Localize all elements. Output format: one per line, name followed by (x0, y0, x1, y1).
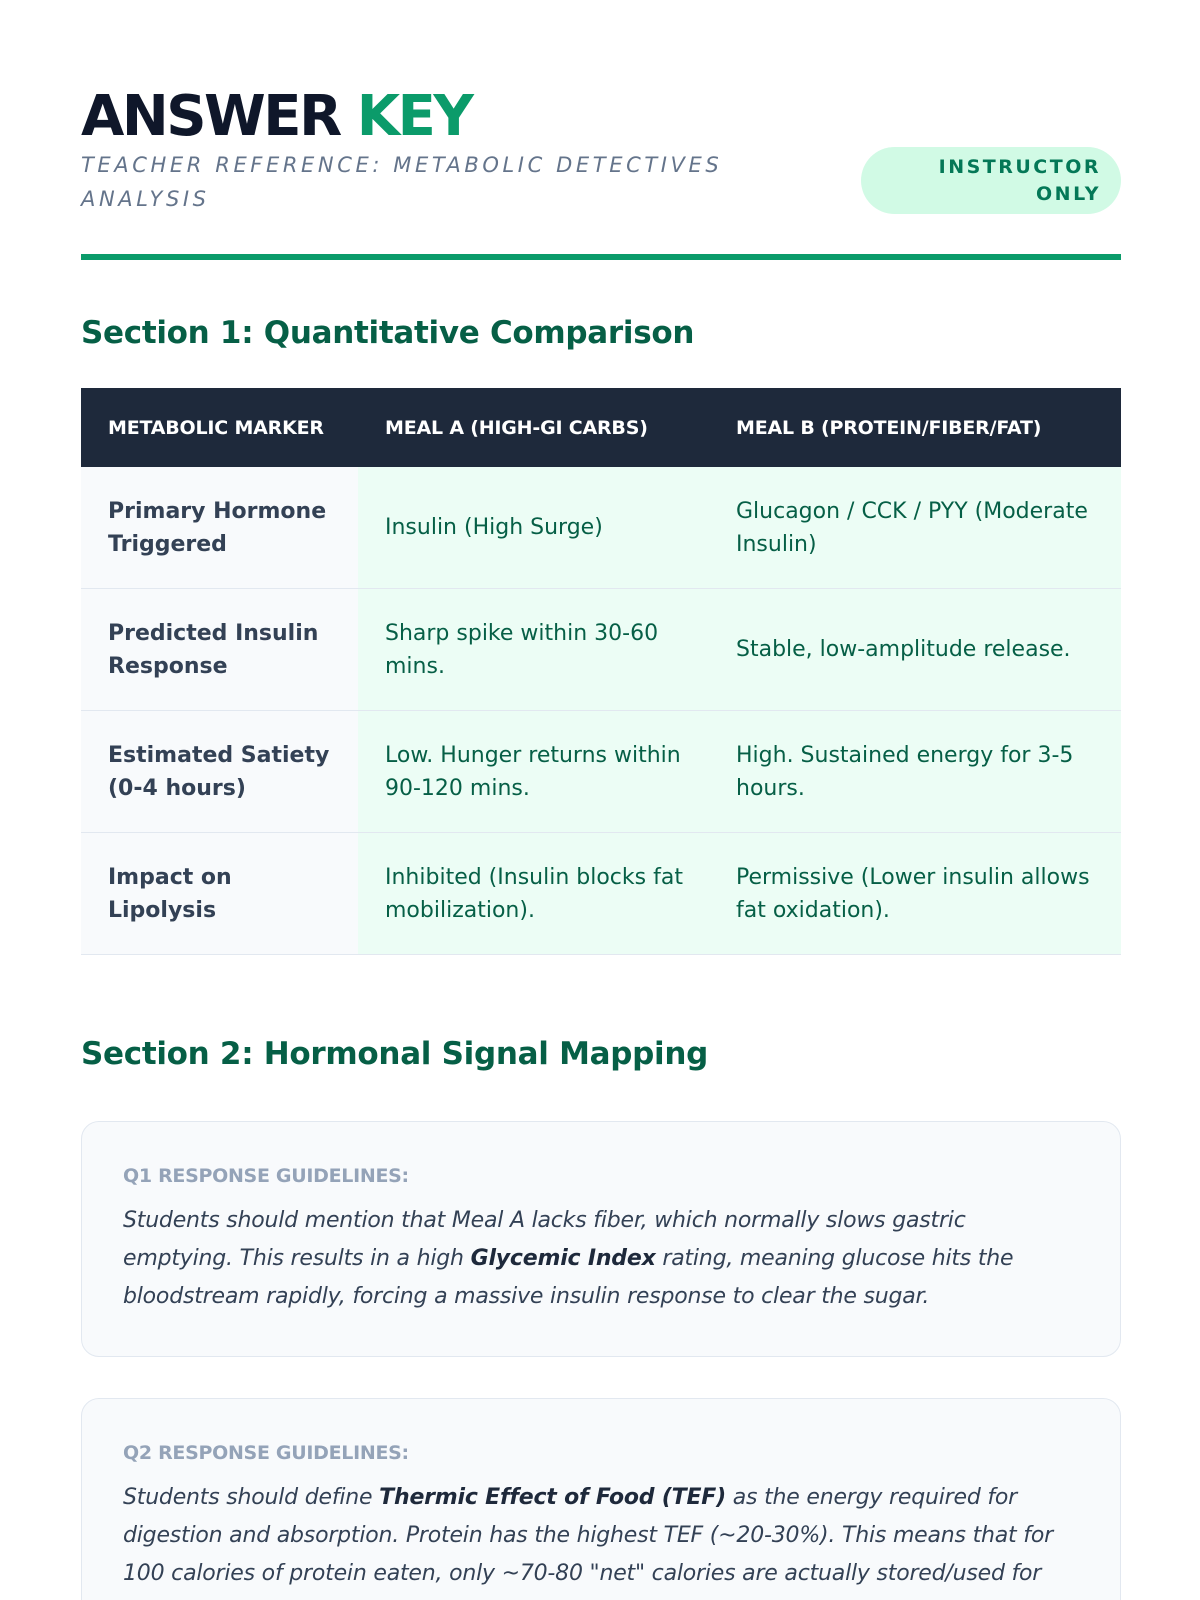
comparison-table (81, 388, 1121, 955)
table-row (81, 833, 1121, 955)
section-1-title: Section 1: Quantitative Comparison (81, 315, 695, 351)
cell-meal-b: Permissive (Lower insulin allows fat oxidation). (709, 833, 1121, 954)
cell-meal-b: High. Sustained energy for 3-5 hours. (709, 711, 1121, 832)
table-header (81, 388, 1121, 467)
q2-text-part: as the energy required for digestion and absorption. Protein has the highest TEF (~20-30%). This means that for 100 calories of protein eaten, only ~70-80 "net" calories are actually stored/used for (123, 1485, 1053, 1586)
cell-meal-a: Sharp spike within 30-60 mins. (358, 589, 709, 710)
q1-text-part: Students should mention that Meal A lacks fiber, which normally slows gastric emptying. This results in a high (123, 1208, 966, 1271)
cell-marker: Predicted Insulin Response (81, 589, 358, 710)
q2-guidelines-card (81, 1398, 1121, 1600)
column-header-meal-b: MEAL B (PROTEIN/FIBER/FAT) (736, 416, 1042, 439)
q2-text (123, 1479, 1080, 1593)
title-main: ANSWER (81, 84, 340, 149)
q1-guidelines-card (81, 1121, 1121, 1357)
table-row (81, 711, 1121, 833)
cell-meal-b: Stable, low-amplitude release. (709, 589, 1121, 710)
cell-meal-b: Glucagon / CCK / PYY (Moderate Insulin) (709, 467, 1121, 588)
q2-text-emphasis: Thermic Effect of Food (TEF) (379, 1485, 726, 1510)
cell-meal-a: Insulin (High Surge) (358, 467, 709, 588)
page-subtitle: TEACHER REFERENCE: METABOLIC DETECTIVES ANALYSIS (81, 153, 723, 211)
column-header-meal-a: MEAL A (HIGH-GI CARBS) (385, 416, 648, 439)
q1-text (123, 1202, 1080, 1316)
instructor-badge: INSTRUCTOR ONLY (861, 147, 1121, 214)
cell-marker: Estimated Satiety (0-4 hours) (81, 711, 358, 832)
table-row (81, 467, 1121, 589)
cell-marker: Impact on Lipolysis (81, 833, 358, 954)
q2-text-part: Students should define (123, 1485, 380, 1510)
title-accent: KEY (356, 84, 472, 149)
page-title (81, 84, 471, 150)
cell-meal-a: Inhibited (Insulin blocks fat mobilization). (358, 833, 709, 954)
cell-meal-a: Low. Hunger returns within 90-120 mins. (358, 711, 709, 832)
section-2-title: Section 2: Hormonal Signal Mapping (81, 1036, 709, 1072)
page-header (81, 84, 1121, 260)
q1-text-part: rating, meaning glucose hits the bloodstream rapidly, forcing a massive insulin response to clear the sugar. (123, 1246, 1014, 1309)
column-header-marker: METABOLIC MARKER (108, 416, 324, 439)
cell-marker: Primary Hormone Triggered (81, 467, 358, 588)
table-row (81, 589, 1121, 711)
q1-label: Q1 RESPONSE GUIDELINES: (123, 1165, 409, 1187)
q2-label: Q2 RESPONSE GUIDELINES: (123, 1442, 409, 1464)
q1-text-emphasis: Glycemic Index (470, 1246, 656, 1271)
header-divider (81, 254, 1121, 260)
